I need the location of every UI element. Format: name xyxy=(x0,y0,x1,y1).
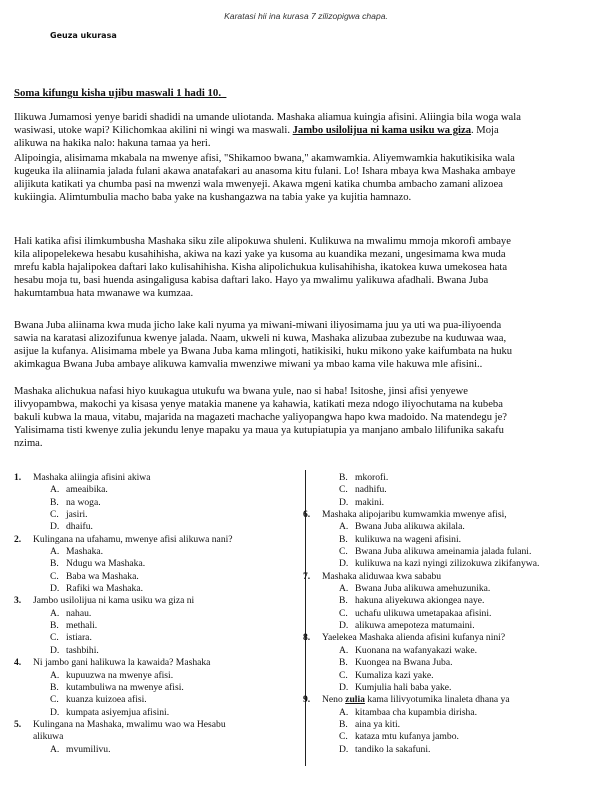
line: Mashaka alichukua nafasi hiyo kuukagua utukufu wa bwana yule, nao si haba! Isitoshe, jinsi afisi yenyewe xyxy=(14,386,468,397)
question-stem xyxy=(14,534,304,546)
turn-page-note: Geuza ukurasa xyxy=(50,31,117,40)
option-text: ameaibika. xyxy=(66,484,108,496)
option-letter: C. xyxy=(339,607,348,619)
option-text: aina ya kiti. xyxy=(355,718,401,730)
text: Kulingana na Mashaka, mwalimu wao wa Hesabu xyxy=(33,718,226,730)
text: Yaelekea Mashaka alienda afisini kufanya nini? xyxy=(322,632,506,644)
question-text xyxy=(322,571,441,583)
line: alijikuta katikati ya chumba pasi na mwenzi wala mwenyeji. Akawa mgeni katika chumba ambacho zamani alizoea xyxy=(14,179,503,191)
option-text: kuanza kuizoea afisi. xyxy=(66,694,147,706)
option-letter: A. xyxy=(339,583,349,595)
text: wasiwasi, utoke wapi? Kilichomkaa akilini ni wingi wa maswali. xyxy=(14,125,293,137)
line: sawia na karatasi alizozifunua kwenye jalada. Naam, ukweli ni kuwa, Mashaka alizubaa zubezube na kuduwaa waa, xyxy=(14,333,507,345)
line xyxy=(14,124,604,137)
option-text: kutambuliwa na mwenye afisi. xyxy=(66,681,184,693)
option-text: istiara. xyxy=(66,632,92,644)
line: hakumtambua hata mwanawe wa kumzaa. xyxy=(14,288,194,300)
text: Kulingana na ufahamu, mwenye afisi alikuwa nani? xyxy=(33,533,233,545)
question-number: 8. xyxy=(303,632,311,644)
answer-option xyxy=(14,670,304,682)
option-text: uchafu ulikuwa umetapakaa afisini. xyxy=(355,607,492,619)
question-text xyxy=(33,657,210,669)
question-stem xyxy=(14,595,304,607)
line: kila alipopelekewa hesabu kusahihisha, akiwa na kazi yake ya kusoma au kuandika mezani, ungesimama kwa muda xyxy=(14,249,506,261)
questions-left-column xyxy=(14,472,304,756)
option-letter: B. xyxy=(339,657,348,669)
question-stem xyxy=(303,571,603,583)
answer-option xyxy=(14,608,304,620)
question-text: alikuwa xyxy=(33,731,64,743)
option-letter: A. xyxy=(50,669,60,681)
question-text xyxy=(33,719,226,731)
text: Mashaka alipojaribu kumwamkia mwenye afisi, xyxy=(322,509,507,521)
line: asijue la kufanya. Alisimama mbele ya Bwana Juba kama mlingoti, hatikisiki, huku mikono yake kaifumbata na huku xyxy=(14,346,513,358)
option-letter: A. xyxy=(339,706,349,718)
answer-option xyxy=(14,707,304,719)
option-text: kitambaa cha kupambia dirisha. xyxy=(355,706,478,718)
option-text: Kumjulia hali baba yake. xyxy=(355,681,452,693)
option-letter: B. xyxy=(339,718,348,730)
option-text: makini. xyxy=(355,496,385,508)
question-stem xyxy=(303,694,603,706)
line: akimkagua Bwana Juba ambaye alikuwa kamvalia mwenziwe miwani ya mbao kama vile hakuwa mle afisini.. xyxy=(14,359,483,371)
question-stem xyxy=(303,509,603,521)
option-letter: D. xyxy=(50,521,60,533)
answer-option xyxy=(303,595,603,607)
text: Ni jambo gani halikuwa la kawaida? Mashaka xyxy=(33,657,211,669)
option-text: methali. xyxy=(66,620,98,632)
option-letter: D. xyxy=(50,644,60,656)
option-letter: B. xyxy=(50,620,59,632)
option-text: kataza mtu kufanya jambo. xyxy=(355,731,459,743)
answer-option xyxy=(303,707,603,719)
text: kama lilivyotumika linaleta dhana ya xyxy=(364,694,510,706)
answer-option xyxy=(14,484,304,496)
instruction-heading: Soma kifungu kisha ujibu maswali 1 hadi 10. xyxy=(14,87,227,99)
question-number: 9. xyxy=(303,694,311,706)
option-letter: D. xyxy=(339,496,349,508)
line: kukiingia. Alimtumbulia macho baba yake na kushangazwa na tabia yake ya kujitia hamnazo. xyxy=(14,192,412,204)
line: Hali katika afisi ilimkumbusha Mashaka siku zile alipokuwa shuleni. Kulikuwa na mwalimu mmoja mkorofi ambaye xyxy=(14,236,511,247)
answer-option xyxy=(14,521,304,533)
option-text: tashbihi. xyxy=(66,644,99,656)
answer-option xyxy=(303,472,603,484)
answer-option xyxy=(303,719,603,731)
answer-option xyxy=(303,608,603,620)
text: Mashaka aliduwaa kwa sababu xyxy=(322,570,442,582)
question-text xyxy=(322,509,507,521)
option-text: Bwana Juba alikuwa akilala. xyxy=(355,521,465,533)
option-text: mkorofi. xyxy=(355,472,389,483)
question-number: 7. xyxy=(303,570,311,582)
option-letter: D. xyxy=(339,620,349,632)
option-text: Kuonana na wafanyakazi wake. xyxy=(355,644,477,656)
option-letter: B. xyxy=(50,558,59,570)
option-text: Rafiki wa Mashaka. xyxy=(66,583,143,595)
option-letter: D. xyxy=(339,558,349,570)
question-number: 6. xyxy=(303,509,311,521)
answer-option xyxy=(303,583,603,595)
option-text: nahau. xyxy=(66,607,92,619)
text: Jambo usilolijua ni kama usiku wa giza ni xyxy=(33,595,195,607)
option-letter: B. xyxy=(339,533,348,545)
option-letter: B. xyxy=(339,472,348,483)
line: Yalisimama tisti kwenye zulia jekundu lenye mapaku ya maua ya kutupiatupia ya manjano ambalo lilifunika sakafu xyxy=(14,425,504,437)
line: Bwana Juba aliinama kwa muda jicho lake kali nyuma ya miwani-miwani iliyosimama juu ya uti wa pua-iliyoenda xyxy=(14,320,502,331)
line: hesabu moja tu, basi huenda asingaligusa kabisa daftari lako. Hayo ya mwalimu yalikuwa afadhali. Bwana Juba xyxy=(14,275,489,287)
option-letter: A. xyxy=(50,484,60,496)
question-text xyxy=(322,632,505,644)
option-text: kumpata asiyemjua afisini. xyxy=(66,706,170,718)
option-letter: C. xyxy=(339,669,348,681)
line: Alipoingia, alisimama mkabala na mwenye afisi, "Shikamoo bwana," akamwamkia. Aliyemwamkia hakutikisika wala xyxy=(14,153,515,164)
option-letter: A. xyxy=(339,644,349,656)
answer-option xyxy=(14,583,304,595)
answer-option xyxy=(14,546,304,558)
answer-option xyxy=(303,731,603,743)
answer-option xyxy=(303,670,603,682)
option-letter: B. xyxy=(339,595,348,607)
option-letter: C. xyxy=(50,509,59,521)
question-text xyxy=(33,534,233,546)
option-text: dhaifu. xyxy=(66,521,93,533)
option-text: Mashaka. xyxy=(66,546,104,558)
option-text: kupuuzwa na mwenye afisi. xyxy=(66,669,174,681)
question-stem xyxy=(14,657,304,669)
passage-paragraph-2 xyxy=(14,152,604,204)
option-text: hakuna aliyekuwa akiongea naye. xyxy=(355,595,485,607)
answer-option xyxy=(303,497,603,509)
option-text: Kumaliza kazi yake. xyxy=(355,669,434,681)
answer-option xyxy=(14,645,304,657)
answer-option xyxy=(14,558,304,570)
question-text xyxy=(33,595,194,607)
option-letter: A. xyxy=(50,607,60,619)
passage-paragraph-4 xyxy=(14,319,604,371)
option-letter: D. xyxy=(50,583,60,595)
answer-option xyxy=(303,558,603,570)
answer-option xyxy=(14,694,304,706)
question-continuation xyxy=(14,731,304,743)
option-text: na woga. xyxy=(66,496,101,508)
option-text: tandiko la sakafuni. xyxy=(355,743,431,755)
option-letter: C. xyxy=(339,484,348,496)
option-letter: A. xyxy=(339,521,349,533)
option-letter: D. xyxy=(339,681,349,693)
option-text: mvumilivu. xyxy=(66,743,111,755)
option-letter: C. xyxy=(339,546,348,558)
answer-option xyxy=(303,546,603,558)
option-letter: A. xyxy=(50,743,60,755)
question-stem xyxy=(14,472,304,484)
option-letter: C. xyxy=(50,632,59,644)
question-number: 1. xyxy=(14,472,22,483)
answer-option xyxy=(303,484,603,496)
answer-option xyxy=(303,645,603,657)
option-letter: D. xyxy=(339,743,349,755)
option-text: Ndugu wa Mashaka. xyxy=(66,558,146,570)
answer-option xyxy=(14,571,304,583)
answer-option xyxy=(14,620,304,632)
option-letter: C. xyxy=(339,731,348,743)
option-text: Kuongea na Bwana Juba. xyxy=(355,657,453,669)
line: ilivyopambwa, makochi ya kisasa yenye matakia manene ya kahawia, katikati meza ndogo iliyochutama na kubeba xyxy=(14,399,503,411)
passage-paragraph-3 xyxy=(14,235,604,300)
answer-option xyxy=(14,682,304,694)
option-text: kulikuwa na wageni afisini. xyxy=(355,533,462,545)
question-number: 4. xyxy=(14,657,22,669)
passage-paragraph-5 xyxy=(14,385,604,450)
answer-option xyxy=(303,682,603,694)
line: Ilikuwa Jumamosi yenye baridi shadidi na umande uliotanda. Mashaka aliamua kuingia afisini. Aliingia bila woga wala xyxy=(14,112,521,123)
option-text: Bwana Juba alikuwa amehuzunika. xyxy=(355,583,491,595)
answer-option xyxy=(303,534,603,546)
line: mrefu kabla hajalipokea daftari lako kulisahihisha. Kisha alipolichukua kulisahihisha, ikatokea kuwa umekosea hata xyxy=(14,262,508,274)
questions-right-column xyxy=(303,472,603,756)
passage-paragraph-1 xyxy=(14,111,604,150)
option-letter: B. xyxy=(50,681,59,693)
option-letter: A. xyxy=(50,546,60,558)
option-text: Bwana Juba alikuwa ameinamia jalada fulani. xyxy=(355,546,532,558)
line: kugeuka ila aliinamia jalada fulani akawa anatafakari au anasoma kitu fulani. Lo! Ishara mbaya kwa Mashaka ambaye xyxy=(14,166,516,178)
answer-option xyxy=(14,744,304,756)
option-letter: B. xyxy=(50,496,59,508)
text: Neno xyxy=(322,694,346,706)
option-text: alikuwa amepoteza matumaini. xyxy=(355,620,475,632)
line: bakuli kubwa la maua, vitabu, majarida na magazeti machache yaliyopangwa hapo kwa madoido. Na matendegu je? xyxy=(14,412,508,424)
question-text xyxy=(33,472,151,484)
option-text: kulikuwa na kazi nyingi zilizokuwa zikifanywa. xyxy=(355,558,540,570)
question-stem xyxy=(303,632,603,644)
question-number: 3. xyxy=(14,595,22,607)
answer-option xyxy=(303,657,603,669)
option-text: nadhifu. xyxy=(355,484,387,496)
option-text: jasiri. xyxy=(66,509,88,521)
text: . Moja xyxy=(471,125,499,137)
highlighted-phrase: Jambo usilolijua ni kama usiku wa giza xyxy=(292,125,471,137)
question-number: 5. xyxy=(14,718,22,730)
line: nzima. xyxy=(14,438,43,450)
answer-option xyxy=(303,521,603,533)
question-stem xyxy=(14,719,304,731)
answer-option xyxy=(303,620,603,632)
underlined-word: zulia xyxy=(345,694,365,706)
option-letter: D. xyxy=(50,706,60,718)
answer-option xyxy=(14,632,304,644)
printed-pages-note: Karatasi hii ina kurasa 7 zilizopigwa chapa. xyxy=(224,11,388,21)
answer-option xyxy=(303,744,603,756)
answer-option xyxy=(14,497,304,509)
option-letter: C. xyxy=(50,570,59,582)
question-number: 2. xyxy=(14,533,22,545)
option-text: Baba wa Mashaka. xyxy=(66,570,139,582)
answer-option xyxy=(14,509,304,521)
option-letter: C. xyxy=(50,694,59,706)
question-text xyxy=(322,694,510,706)
line: alikuwa na hakika nalo: hakuna tamaa ya heri. xyxy=(14,138,211,150)
text: Mashaka aliingia afisini akiwa xyxy=(33,472,151,483)
